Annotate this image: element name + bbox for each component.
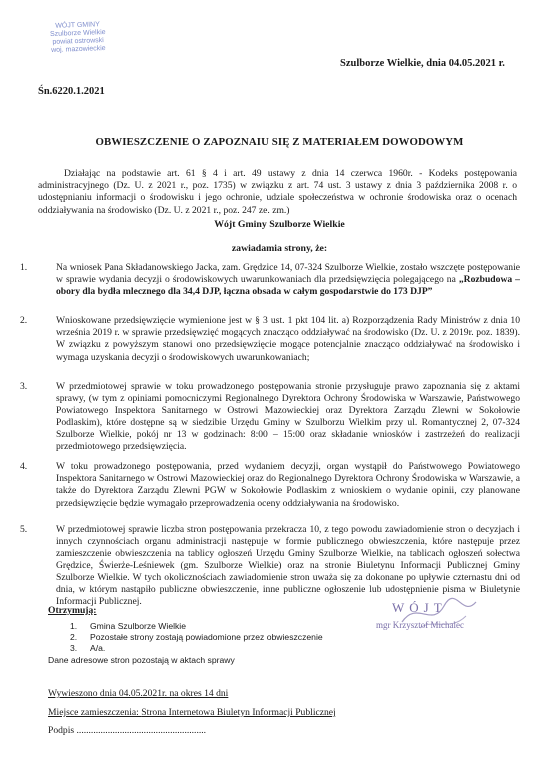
point-number: 3. (20, 380, 28, 392)
recipient-number: 2. (70, 632, 78, 642)
recipients-note: Dane adresowe stron pozostają w aktach sprawy (48, 655, 235, 665)
list-item (20, 262, 520, 298)
recipients-list (70, 621, 323, 654)
stamp-line: powiat ostrowski (52, 37, 104, 46)
sign-label: Podpis ...................................................... (48, 725, 207, 736)
legal-basis-paragraph: Działając na podstawie art. 61 § 4 i art. 49 ustawy z dnia 14 czerwca 1960r. - Kodeks postępowania administracyjnego (Dz. U. z 2021 r., poz. 1735) w związku z art. 74 ust. 3 ustawy z dnia 3 października 2008 r. o udostępnianiu informacji o środowisku i jego ochronie, udziale społeczeństwa w ochronie środowiska oraz o ocenach oddziaływania na środowisko (Dz. U. z 2021 r., poz. 247 ze. zm.) (38, 168, 517, 216)
recipient-number: 1. (70, 621, 78, 631)
issuer-heading: Wójt Gminy Szulborze Wielkie (214, 219, 345, 230)
point-text: W toku prowadzonego postępowania, przed wydaniem decyzji, organ wystąpił do Państwowego Powiatowego Inspektora Sanitarnego w Ostrowi Mazowieckiej oraz do Regionalnego Dyrektora Ochrony Środowiska w Warszawie, a także do Dyrektora Zarządu Zlewni PGW w Sokołowie Podlaskim z wnioskiem o wydanie opinii, czy planowane przedsięwzięcie będzie wymagało przeprowadzenia oceny oddziaływania na środowisko. (56, 461, 520, 509)
posted-date-line (48, 688, 228, 699)
notifies-heading: zawiadamia strony, że: (231, 243, 328, 254)
list-item (20, 315, 520, 363)
list-item (70, 621, 323, 632)
document-number: Śn.6220.1.2021 (38, 86, 105, 97)
place-value: Strona Internetowa Biuletyn Informacji Publicznej (141, 707, 336, 718)
list-item (70, 632, 323, 643)
posted-label: Wywieszono dnia 04.05.2021r. na okres 14 dni (48, 688, 229, 699)
document-title: OBWIESZCZENIE O ZAPOZNAIU SIĘ Z MATERIAŁEM DOWODOWYM (95, 136, 464, 148)
recipient-text: A/a. (90, 643, 106, 653)
list-item (70, 643, 323, 654)
point-text: Wnioskowane przedsięwzięcie wymienione jest w § 3 ust. 1 pkt 104 lit. a) Rozporządzenia Rady Ministrów z dnia 10 września 2019 r. w sprawie przedsięwzięć mogących znacząco oddziaływać na środowisko (Dz. U. z 2019r. poz. 1839). W związku z powyższym stanowi ono przedsięwzięcie mogące potencjalnie znacząco oddziaływać na środowisko i wymaga uzyskania decyzji o środowiskowych uwarunkowaniach; (56, 315, 520, 363)
stamp-line: WÓJT GMINY (55, 21, 100, 30)
point-number: 2. (20, 315, 28, 327)
signer-name: mgr Krzysztof Michalec (376, 620, 464, 630)
stamp-line: Szulborze Wielkie (49, 29, 106, 38)
signer-title: WÓJT (392, 600, 447, 615)
recipients-heading: Otrzymują: (48, 605, 97, 616)
place-label: Miejsce zamieszczenia: (48, 707, 142, 718)
list-item (20, 381, 520, 454)
point-text: W przedmiotowej sprawie w toku prowadzonego postępowania stronie przysługuje prawo zapoznania się z aktami sprawy, (w tym z opiniami pomocniczymi Regionalnego Dyrektora Ochrony Środowiska w Warszawie, Państwowego Powiatowego Inspektora Sanitarnego w Ostrowi Mazowieckiej oraz Dyrektora Zarządu Zlewni w Sokołowie Podlaskim), które dostępne są w siedzibie Urzędu Gminy w Szulborzu Wielkim przy ul. Romantycznej 2, 07-324 Szulborze Wielkie, pokój nr 13 w godzinach: 8:00 – 15:00 oraz składanie wniosków i zastrzeżeń do realizacji przedmiotowego przedsięwzięcia. (56, 380, 520, 453)
recipient-text: Pozostałe strony zostają powiadomione przez obwieszczenie (90, 632, 323, 642)
stamp-line: woj. mazowieckie (51, 45, 106, 54)
office-stamp (31, 20, 124, 55)
project-name: „Rozbudowa – obory dla bydła mlecznego dla 34,4 DJP, łączna obsada w całym gospodarstwie do 173 DJP” (56, 274, 520, 298)
place-and-date: Szulborze Wielkie, dnia 04.05.2021 r. (340, 58, 505, 69)
recipient-text: Gmina Szulborze Wielkie (90, 621, 186, 631)
point-number: 5. (20, 523, 28, 535)
point-text: Na wniosek Pana Składanowskiego Jacka, zam. Grędzice 14, 07-324 Szulborze Wielkie, zostało wszczęte postępowanie w sprawie wydania decyzji o środowiskowych uwarunkowaniach dla przedsięwzięcia polegającego na (56, 262, 520, 286)
point-number: 4. (20, 461, 28, 473)
recipient-number: 3. (70, 643, 78, 653)
list-item (20, 461, 520, 509)
signature-line (48, 725, 206, 736)
point-text: W przedmiotowej sprawie liczba stron postępowania przekracza 10, z tego powodu zawiadomienie stron o decyzjach i innych czynnościach organu administracji następuje w formie publicznego obwieszczenia, które następuje przez zamieszczenie obwieszczenia na tablicy ogłoszeń Urzędu Gminy Szulborze Wielkie, na tablicach ogłoszeń sołectwa Grędzice, Świerże-Leśniewek (gm. Szulborze Wielkie) oraz na stronie Biuletynu Informacji Publicznej Gminy Szulborze Wielkie. W tych okolicznościach zawiadomienie stron uważa się za dokonane po upływie czternastu dni od dnia, w którym nastąpiło publiczne obwieszczenie, inne publiczne ogłoszenie lub udostępnienie pisma w Biuletynie Informacji Publicznej. (56, 523, 520, 608)
publication-place-line (48, 707, 336, 718)
points-list (20, 262, 520, 608)
point-number: 1. (20, 262, 28, 273)
